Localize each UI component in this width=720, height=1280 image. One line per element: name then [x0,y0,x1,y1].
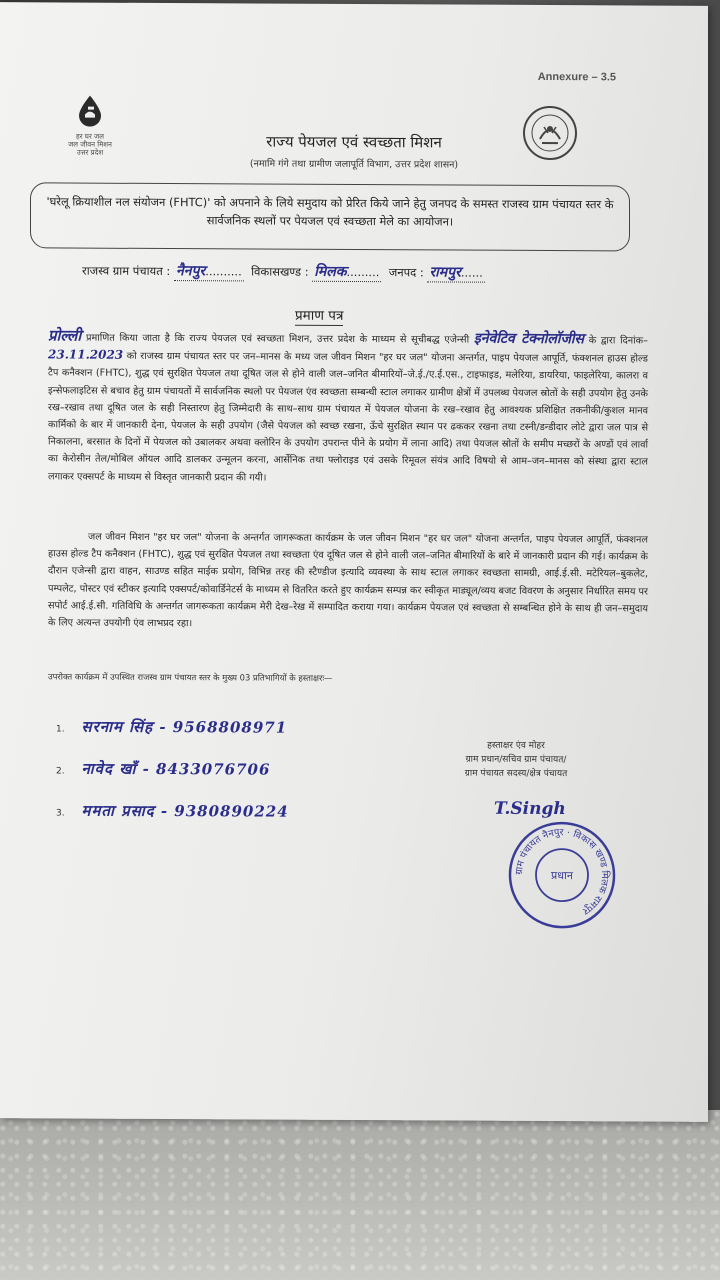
event-date-handwritten: 23.11.2023 [48,347,124,362]
participants-note: उपरोक्त कार्यक्रम में उपस्थित राजस्व ग्राम पंचायत स्तर के मुख्य 03 प्रतिभागियों के हस्ताक्षरः— [48,671,333,683]
participant-row [56,716,287,737]
district-value: रामपुर [429,264,461,281]
participant-row [56,758,270,779]
participant-row [56,800,289,821]
gram-panchayat-value: नैनपुर [175,263,206,280]
background-surface [0,1110,720,1280]
logo-line-3: उत्तर प्रदेश [76,148,104,157]
water-drop-icon [77,95,103,127]
logo-line-2: जल जीवन मिशन [68,140,112,149]
certificate-paragraph-2: जल जीवन मिशन "हर घर जल" योजना के अन्तर्गत जागरूकता कार्यक्रम के जल जीवन मिशन "हर घर जल" योजना अन्तर्गत, पाइप पेयजल आपूर्ति, फंक्शनल हाउस होल्ड टैप कनैक्शन (FHTC), शुद्ध एवं सुरक्षित पेयजल तथा स्वच्छता एंव दूषित जल से होने वाली जल–जनित बीमारियों के बारे में जानकारी प्रदान की गई। कार्यक्रम के दौरान एजेन्सी द्वारा वाहन, साउण्ड सहित माईक प्रयोग, विभिन्न तरह की स्टैण्डीज इत्यादि व्यवस्था के साथ स्टाल लगाकर स्वच्छता सामग्री, आई.ई.सी. मटेरियल–बुकलेट, पम्पलेट, पोस्टर एवं स्टीकर इत्यादि एक्सपर्ट/कोवार्डिनेटर्स के माध्यम से वितरित करते हुए कार्यक्रम सम्पन्न कर स्वीकृत माड्यूल/व्यय बजट विवरण के अनुसार निर्धारित समय पर सपोर्ट आई.ई.सी. गतिविधि के अन्तर्गत जागरूकता कार्यक्रम मेरी देख–रेख में सम्पादित कराया गया। कार्यक्रम पेयजल एवं स्वच्छता से सम्बन्धित होने के साथ ही जन–समुदाय के लिए अत्यन्त उपयोगी एंव लाभप्रद रहा। [48,531,648,630]
sign-line-1: हस्ताक्षर एंव मोहर [487,740,545,751]
page-subtitle: (नमामि गंगे तथा ग्रामीण जलापूर्ति विभाग, उत्तर प्रदेश शासन) [249,158,459,171]
panchayat-seal-stamp [506,819,618,932]
block-value: मिलक [314,263,347,280]
district-label: जनपद : [388,265,424,280]
block-label: विकासखण्ड : [251,264,309,279]
participant-number: 2. [56,766,65,777]
participant-signature: नावेद खाँ - 8433076706 [81,759,271,779]
para1-text-b: के द्वारा दिनांक [588,335,644,347]
handwritten-prefix: प्रोल्ली [48,326,82,345]
para1-text-a: प्रमाणित किया जाता है कि राज्य पेयजल एवं स्वच्छता मिशन, उत्तर प्रदेश के माध्यम से सूचीबद्ध एजेन्सी [85,332,470,346]
sign-line-2: ग्राम प्रधान/सचिव ग्राम पंचायत/ [465,754,567,766]
sign-line-3: ग्राम पंचायत सदस्य/क्षेत्र पंचायत [464,768,568,780]
logo-line-1: हर घर जल [76,132,104,141]
document-page [0,2,708,1122]
certificate-heading: प्रमाण पत्र [295,307,344,324]
participant-number: 1. [56,724,65,735]
participant-signature: ममता प्रसाद - 9380890224 [81,801,289,821]
seal-ring-text: ग्राम पंचायत नैनपुर · विकास खण्ड मिलक रामपुर [513,827,611,917]
event-description-box: 'घरेलू क्रियाशील नल संयोजन (FHTC)' को अपनाने के लिये समुदाय को प्रेरित किये जाने हेतु जनपद के समस्त राजस्व ग्राम पंचायत स्तर के सार्वजनिक स्थलों पर पेयजल एवं स्वच्छता मेले का आयोजन। [30,182,630,251]
participant-number: 3. [56,808,65,819]
agency-name-handwritten: इनेवेटिव टेक्नोलॉजीस [473,330,584,348]
para1-text-c: को राजस्व ग्राम पंचायत स्तर पर जन–मानस के मध्य जल जीवन मिशन "हर घर जल" योजना अन्तर्गत, पाइप पेयजल आपूर्ति, फंक्शनल हाउस होल्ड टैप कनैक्शन (FHTC), शुद्ध एवं सुरक्षित पेयजल तथा दूषित जल से होने वाली जल–जनित बीमारियों–जे.ई./ए.ई.एस., टाइफाइड, मलेरिया, डायरिया, फाइलेरिया, कालरा व इन्सेफलाइटिस से बचाव हेतु ग्राम पंचायतों में सार्वजनिक स्थलो पर पेयजल एंव स्वच्छता सम्बन्धी स्टाल लगाकर ग्रामीण क्षेत्रों में उपलब्ध पेयजल स्रोतों के सही उपयोग हेतु उनके रख–रखाव तथा दूषित जल के सही निस्तारण हेतु जिम्मेदारी के साथ–साथ ग्राम पंचायत में पेयजल योजना के रख–रखाव हेतु आवश्यक प्रशिक्षित तकनीकी/कुशल मानव कार्मिको के बार में जानकारी देना, पेयजल के सही उपयोग (जैसे पेयजल को स्वच्छ रखना, ऊँचे सुरक्षित स्थान पर ढककर रखना तथा टस्नी/डन्डीदार लोटे द्वारा जल पात्र से निकालना, बरसात के दिनों में पेयजल को उबालकर अथवा क्लोरिन के उपयोग उपरान्त पीने के प्रयोग में लाना आदि) तथा पेयजल स्रोतों के समीप मच्छरों के अण्डों एवं लार्वा का केरोसीन तेल/मोबिल ऑयल आदि डालकर उन्मूलन करना, आर्सेनिक तथा फ्लोराइड एवं उसके रिमूवल संयंत्र आदि विषयो से आम–जन–मानस को संस्था द्वारा स्टाल लगाकर एक्सपर्ट के माध्यम से विस्तृत जानकारी प्रदान की गयी। [48,351,648,484]
gram-panchayat-label: राजस्व ग्राम पंचायत : [82,263,171,279]
pradhan-signature: T.Singh [494,798,566,820]
certificate-paragraph-1: प्रोल्ली प्रमाणित किया जाता है कि राज्य पेयजल एवं स्वच्छता मिशन, उत्तर प्रदेश के माध्यम से सूचीबद्ध एजेन्सी इनेवेटिव टेक्नोलॉजीस के द्वारा दिनांक–23.11.2023 को राजस्व ग्राम पंचायत स्तर पर जन–मानस के मध्य जल जीवन मिशन "हर घर जल" योजना अन्तर्गत, पाइप पेयजल आपूर्ति, फंक्शनल हाउस होल्ड टैप कनैक्शन (FHTC), शुद्ध एवं सुरक्षित पेयजल तथा दूषित जल से होने वाली जल–जनित बीमारियों–जे.ई./ए.ई.एस., टाइफाइड, मलेरिया, डायरिया, फाइलेरिया, कालरा व इन्सेफलाइटिस से बचाव हेतु ग्राम पंचायतों में सार्वजनिक स्थलो पर पेयजल एंव स्वच्छता सम्बन्धी स्टाल लगाकर ग्रामीण क्षेत्रों में उपलब्ध पेयजल स्रोतों के सही उपयोग हेतु उनके रख–रखाव तथा दूषित जल के सही निस्तारण हेतु जिम्मेदारी के साथ–साथ ग्राम पंचायत में पेयजल योजना के रख–रखाव हेतु आवश्यक प्रशिक्षित तकनीकी/कुशल मानव कार्मिको के बार में जानकारी देना, पेयजल के सही उपयोग (जैसे पेयजल को स्वच्छ रखना, ऊँचे सुरक्षित स्थान पर ढककर रखना तथा टस्नी/डन्डीदार लोटे द्वारा जल पात्र से निकालना, बरसात के दिनों में पेयजल को उबालकर अथवा क्लोरिन के उपयोग उपरान्त पीने के प्रयोग में लाना आदि) तथा पेयजल स्रोतों के समीप मच्छरों के अण्डों एवं लार्वा का केरोसीन तेल/मोबिल ऑयल आदि डालकर उन्मूलन करना, आर्सेनिक तथा फ्लोराइड एवं उसके रिमूवल संयंत्र आदि विषयो से आम–जन–मानस को संस्था द्वारा स्टाल लगाकर एक्सपर्ट के माध्यम से विस्तृत जानकारी प्रदान की गयी। [48,326,648,484]
annexure-label: Annexure – 3.5 [537,70,616,84]
location-fields: राजस्व ग्राम पंचायत : नैनपुर.......... विकासखण्ड : मिलक......... जनपद : रामपुर...... [82,261,642,284]
signature-block [436,738,596,781]
participant-signature: सरनाम सिंह - 9568808971 [81,717,288,737]
seal-center-text: प्रधान [551,869,573,883]
page-title: राज्य पेयजल एवं स्वच्छता मिशन [266,132,442,152]
